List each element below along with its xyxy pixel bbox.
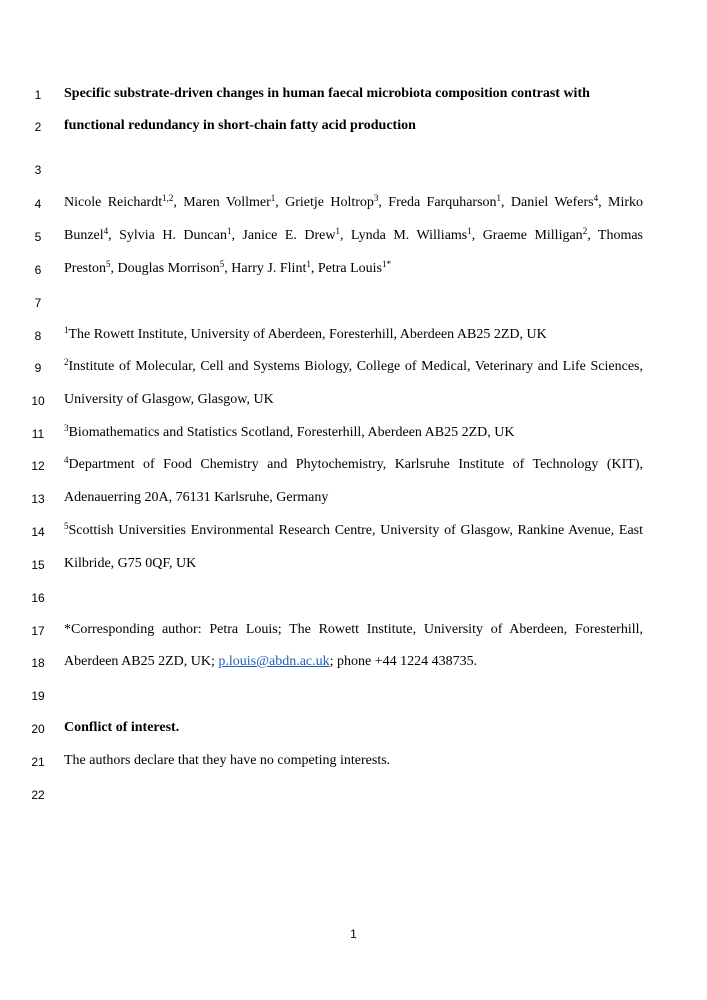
- text-line: [64, 228, 643, 244]
- affiliation-superscript: 1: [270, 193, 276, 203]
- line-number: 11: [31, 427, 45, 441]
- line-number: 17: [31, 624, 45, 638]
- text-segment: Nicole Reichardt: [64, 195, 163, 210]
- text-segment: , Mirko: [598, 195, 644, 210]
- affiliation-superscript: 1: [496, 193, 502, 203]
- affiliation-superscript: 2: [582, 226, 588, 236]
- affiliation-superscript: 3: [64, 423, 69, 433]
- line-number: 4: [34, 197, 42, 211]
- affiliation-superscript: 1*: [382, 259, 391, 269]
- line-number: 14: [31, 525, 45, 539]
- text-line: [64, 359, 643, 375]
- text-line: [64, 261, 643, 277]
- line-number: 18: [31, 656, 45, 670]
- text-segment: , Sylvia H. Duncan: [108, 228, 227, 243]
- text-segment: University of Glasgow, Glasgow, UK: [64, 392, 274, 407]
- text-segment: The Rowett Institute, University of Aberdeen, Foresterhill, Aberdeen AB25 2ZD, UK: [68, 327, 547, 342]
- email-link[interactable]: p.louis@abdn.ac.uk: [218, 654, 330, 669]
- line-number: 5: [34, 230, 42, 244]
- text-segment: , Grietje Holtrop: [275, 195, 374, 210]
- affiliation-superscript: 5: [106, 259, 111, 269]
- text-segment: Kilbride, G75 0QF, UK: [64, 556, 197, 571]
- affiliation-superscript: 1: [335, 226, 340, 236]
- text-segment: functional redundancy in short-chain fatty acid production: [64, 118, 416, 133]
- text-segment: , Thomas: [587, 228, 643, 243]
- affiliation-superscript: 5: [219, 259, 225, 269]
- text-line: [64, 753, 643, 769]
- text-segment: *Corresponding author: Petra Louis; The Rowett Institute, University of Aberdeen, Foresterhill,: [64, 622, 643, 637]
- text-segment: , Janice E. Drew: [231, 228, 336, 243]
- affiliation-superscript: 4: [593, 193, 599, 203]
- line-number: 21: [31, 755, 45, 769]
- affiliation-superscript: 1: [226, 226, 232, 236]
- text-line: [64, 490, 643, 506]
- text-line: [64, 457, 643, 473]
- line-number: 22: [31, 788, 45, 802]
- text-segment: , Douglas Morrison: [110, 261, 220, 276]
- text-segment: ; phone +44 1224 438735.: [329, 654, 478, 669]
- line-number: 6: [34, 263, 42, 277]
- affiliation-superscript: 4: [103, 226, 109, 236]
- text-line: [64, 654, 643, 670]
- text-line: [64, 622, 643, 638]
- text-segment: Aberdeen AB25 2ZD, UK;: [64, 654, 219, 669]
- affiliation-superscript: 4: [64, 455, 69, 465]
- text-line: [64, 86, 643, 102]
- text-segment: Institute of Molecular, Cell and Systems Biology, College of Medical, Veterinary and Life Sciences,: [68, 359, 643, 374]
- line-number: 13: [31, 492, 45, 506]
- line-number: 3: [34, 163, 42, 177]
- affiliation-superscript: 1: [306, 259, 311, 269]
- text-segment: , Harry J. Flint: [224, 261, 307, 276]
- text-segment: , Lynda M. Williams: [339, 228, 468, 243]
- line-number: 1: [34, 88, 42, 102]
- affiliation-superscript: 2: [64, 357, 69, 367]
- text-line: [64, 392, 643, 408]
- text-segment: Department of Food Chemistry and Phytochemistry, Karlsruhe Institute of Technology (KIT),: [68, 457, 643, 472]
- line-number: 8: [34, 329, 42, 343]
- text-segment: Biomathematics and Statistics Scotland, Foresterhill, Aberdeen AB25 2ZD, UK: [68, 425, 515, 440]
- text-segment: , Graeme Milligan: [471, 228, 583, 243]
- text-segment: , Maren Vollmer: [173, 195, 271, 210]
- affiliation-superscript: 3: [373, 193, 379, 203]
- affiliation-superscript: 1: [64, 325, 69, 335]
- text-line: [64, 195, 643, 211]
- line-number: 12: [31, 459, 45, 473]
- text-segment: Preston: [64, 261, 106, 276]
- text-line: [64, 327, 643, 343]
- line-number: 15: [31, 558, 45, 572]
- line-number: 2: [34, 120, 42, 134]
- text-segment: , Freda Farquharson: [378, 195, 497, 210]
- text-segment: , Petra Louis: [310, 261, 382, 276]
- line-number: 19: [31, 689, 45, 703]
- affiliation-superscript: 5: [64, 521, 69, 531]
- line-number: 10: [31, 394, 45, 408]
- text-segment: Conflict of interest.: [64, 720, 180, 735]
- text-segment: Specific substrate-driven changes in human faecal microbiota composition contrast with: [64, 86, 590, 101]
- text-segment: , Daniel Wefers: [501, 195, 594, 210]
- text-segment: Adenauerring 20A, 76131 Karlsruhe, Germany: [64, 490, 329, 505]
- text-segment: Scottish Universities Environmental Research Centre, University of Glasgow, Rankine Avenue, East: [68, 523, 643, 538]
- text-line: [64, 118, 643, 134]
- text-segment: The authors declare that they have no competing interests.: [64, 753, 391, 768]
- text-line: [64, 523, 643, 539]
- page-number: 1: [350, 927, 357, 941]
- text-segment: Bunzel: [64, 228, 104, 243]
- line-number: 9: [34, 361, 42, 375]
- text-line: [64, 556, 643, 572]
- text-line: [64, 425, 643, 441]
- text-line: [64, 720, 643, 736]
- line-number: 7: [34, 296, 42, 310]
- affiliation-superscript: 1,2: [162, 193, 174, 203]
- line-number: 16: [31, 591, 45, 605]
- affiliation-superscript: 1: [467, 226, 472, 236]
- line-number: 20: [31, 722, 45, 736]
